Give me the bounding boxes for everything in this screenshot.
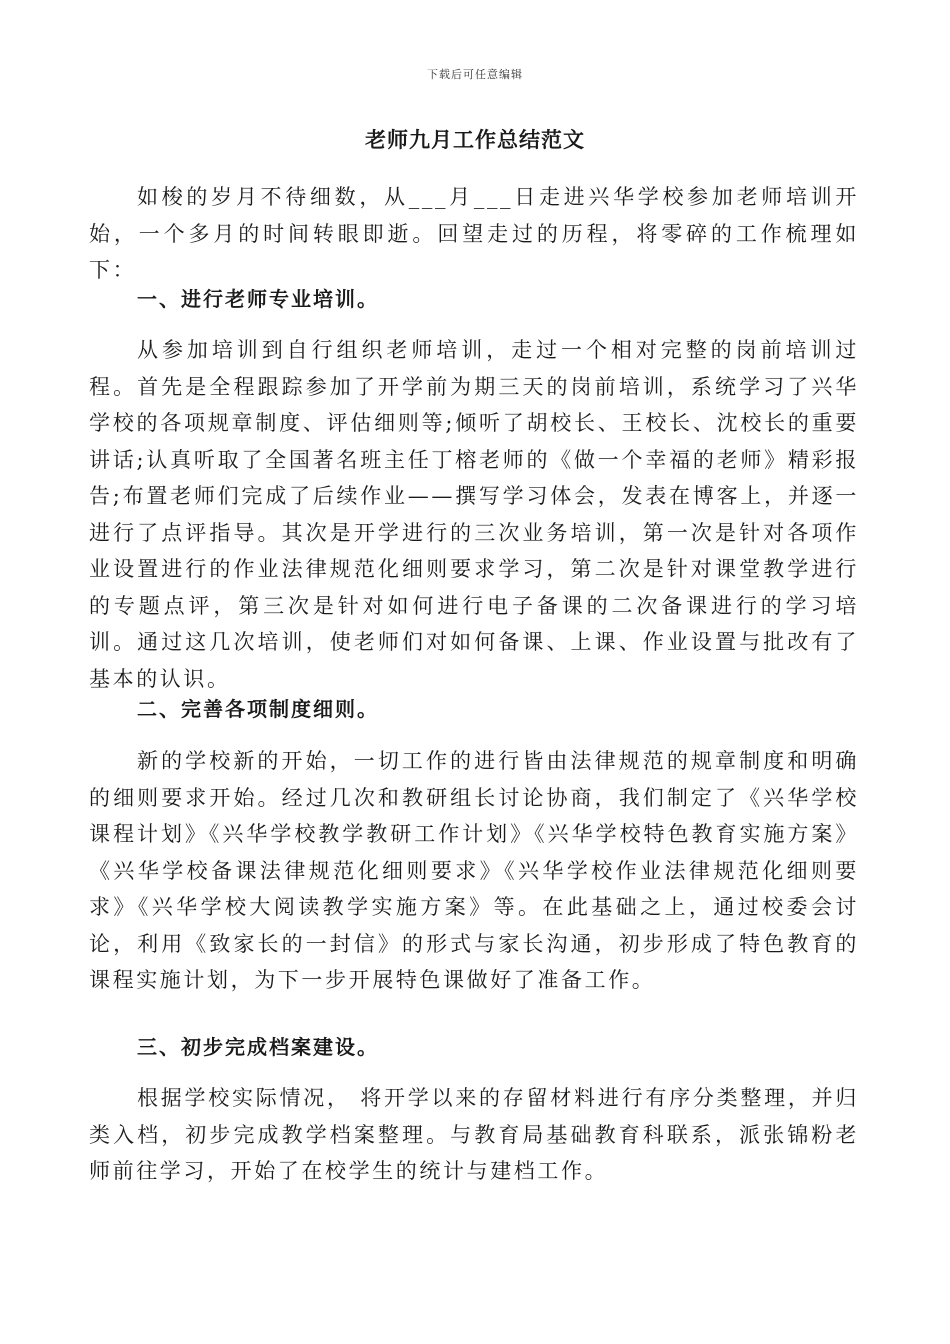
section-heading-2: 二、完善各项制度细则。: [137, 697, 379, 721]
section-heading-1: 一、进行老师专业培训。: [137, 287, 379, 311]
section-paragraph-3: 根据学校实际情况， 将开学以来的存留材料进行有序分类整理，并归类入档，初步完成教学档案整理。与教育局基础教育科联系，派张锦粉老师前往学习，开始了在校学生的统计与建档工作。: [89, 1086, 859, 1183]
section-paragraph-2: 新的学校新的开始，一切工作的进行皆由法律规范的规章制度和明确的细则要求开始。经过几次和教研组长讨论协商，我们制定了《兴华学校课程计划》《兴华学校教学教研工作计划》《兴华学校特色教育实施方案》《兴华学校备课法律规范化细则要求》《兴华学校作业法律规范化细则要求》《兴华学校大阅读教学实施方案》等。在此基础之上，通过校委会讨论，利用《致家长的一封信》的形式与家长沟通，初步形成了特色教育的课程实施计划，为下一步开展特色课做好了准备工作。: [89, 749, 859, 992]
section-paragraph-1: 从参加培训到自行组织老师培训，走过一个相对完整的岗前培训过程。首先是全程跟踪参加了开学前为期三天的岗前培训，系统学习了兴华学校的各项规章制度、评估细则等;倾听了胡校长、王校长、沈校长的重要讲话;认真听取了全国著名班主任丁榕老师的《做一个幸福的老师》精彩报告;布置老师们完成了后续作业——撰写学习体会，发表在博客上，并逐一进行了点评指导。其次是开学进行的三次业务培训，第一次是针对各项作业设置进行的作业法律规范化细则要求学习，第二次是针对课堂教学进行的专题点评，第三次是针对如何进行电子备课的二次备课进行的学习培训。通过这几次培训，使老师们对如何备课、上课、作业设置与批改有了基本的认识。: [89, 338, 859, 691]
intro-paragraph: 如梭的岁月不待细数，从___月___日走进兴华学校参加老师培训开始，一个多月的时间转眼即逝。回望走过的历程，将零碎的工作梳理如下：: [89, 185, 859, 282]
document-title: 老师九月工作总结范文: [365, 127, 585, 152]
section-heading-3: 三、初步完成档案建设。: [137, 1035, 379, 1059]
header-note: 下载后可任意编辑: [427, 68, 523, 81]
